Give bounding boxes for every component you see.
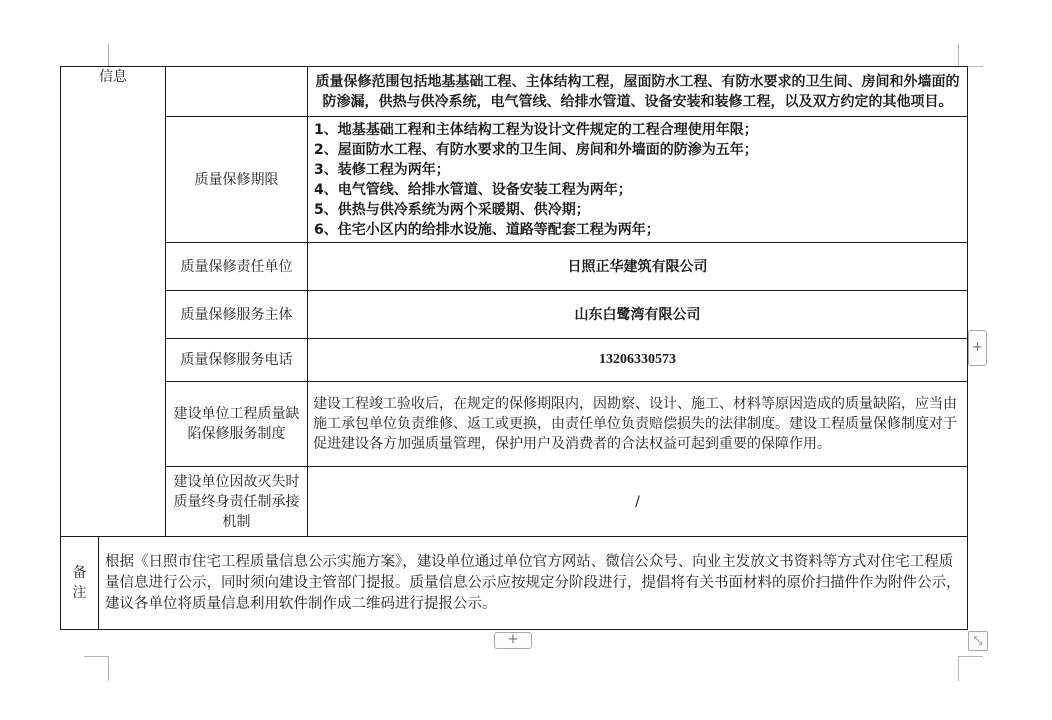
- period-item: 4、电气管线、给排水管道、设备安装工程为两年；: [314, 181, 632, 198]
- remark-label-char: 备: [72, 565, 87, 581]
- period-item: 5、供热与供冷系统为两个采暖期、供冷期；: [314, 201, 590, 218]
- quality-info-table: [60, 66, 968, 630]
- lifetime-label-cell[interactable]: [166, 467, 308, 537]
- service-subject-label-cell[interactable]: [166, 291, 308, 339]
- plus-icon: +: [507, 632, 519, 647]
- add-column-button[interactable]: [968, 330, 987, 366]
- period-label: 质量保修期限: [194, 171, 279, 188]
- lifetime-label: 建设单位因故灭失时质量终身责任制承接机制: [173, 473, 300, 530]
- add-row-button[interactable]: [494, 632, 532, 649]
- table-row: [61, 67, 968, 117]
- scope-label-cell[interactable]: [166, 67, 308, 117]
- period-value-cell[interactable]: [308, 117, 968, 243]
- service-subject-label: 质量保修服务主体: [180, 306, 293, 323]
- page-corner-mark-bottom-right: [958, 656, 983, 681]
- resp-unit-label: 质量保修责任单位: [180, 258, 293, 275]
- resp-unit-value: 日照正华建筑有限公司: [567, 258, 708, 275]
- table-row: [61, 117, 968, 243]
- defect-system-label-cell[interactable]: [166, 382, 308, 467]
- period-item: 3、装修工程为两年；: [314, 161, 450, 178]
- period-label-cell[interactable]: [166, 117, 308, 243]
- remark-label-char: 注: [72, 585, 87, 601]
- page-corner-mark-top-right: [958, 44, 983, 67]
- info-label: 信息: [99, 69, 127, 85]
- lifetime-value: /: [635, 493, 640, 510]
- period-item: 2、屋面防水工程、有防水要求的卫生间、房间和外墙面的防渗为五年；: [314, 141, 758, 158]
- remark-text: 根据《日照市住宅工程质量信息公示实施方案》，建设单位通过单位官方网站、微信公众号、向业主发放文书资料等方式对住宅工程质量信息进行公示，同时须向建设主管部门提报。质量信息公示应按规定分阶段进行，提倡将有关书面材料的原价扫描件作为附件公示，建议各单位将质量信息利用软件制作成二维码进行提报公示。: [105, 553, 961, 612]
- table-row: [61, 467, 968, 537]
- scope-value-cell[interactable]: [308, 67, 968, 117]
- table-row: [61, 243, 968, 291]
- defect-system-value-cell[interactable]: [308, 382, 968, 467]
- table-row: [61, 382, 968, 467]
- table-row: [61, 537, 968, 630]
- remark-label-cell[interactable]: [61, 537, 99, 630]
- service-phone-label-cell[interactable]: [166, 339, 308, 382]
- table-resize-handle[interactable]: [968, 631, 988, 651]
- plus-icon: +: [972, 340, 983, 355]
- remark-text-cell[interactable]: [99, 537, 968, 630]
- service-phone-value-cell[interactable]: [308, 339, 968, 382]
- period-item: 1、地基基础工程和主体结构工程为设计文件规定的工程合理使用年限；: [314, 121, 758, 138]
- service-phone-value: 13206330573: [599, 352, 676, 367]
- period-item: 6、住宅小区内的给排水设施、道路等配套工程为两年；: [314, 221, 660, 238]
- defect-system-text: 建设工程竣工验收后，在规定的保修期限内，因勘察、设计、施工、材料等原因造成的质量缺陷，应当由施工承包单位负责维修、返工或更换，由责任单位负责赔偿损失的法律制度。建设工程质量保修制度对于促进建设各方加强质量管理，保护用户及消费者的合法权益可起到重要的保障作用。: [313, 396, 957, 452]
- service-subject-value: 山东白鹭湾有限公司: [574, 306, 701, 323]
- page-corner-mark-bottom-left: [84, 656, 109, 681]
- table-row: [61, 291, 968, 339]
- scope-text: 质量保修范围包括地基基础工程、主体结构工程，屋面防水工程、有防水要求的卫生间、房间和外墙面的防渗漏，供热与供冷系统，电气管线、给排水管道、设备安装和装修工程，以及双方约定的其他项目。: [315, 73, 960, 110]
- info-section-cell[interactable]: [61, 67, 166, 537]
- page-corner-mark-top-left: [84, 44, 109, 67]
- resp-unit-value-cell[interactable]: [308, 243, 968, 291]
- table-row: [61, 339, 968, 382]
- lifetime-value-cell[interactable]: [308, 467, 968, 537]
- resp-unit-label-cell[interactable]: [166, 243, 308, 291]
- defect-system-label: 建设单位工程质量缺陷保修服务制度: [173, 406, 300, 442]
- service-subject-value-cell[interactable]: [308, 291, 968, 339]
- service-phone-label: 质量保修服务电话: [180, 352, 293, 368]
- resize-icon: ⤡: [973, 634, 983, 647]
